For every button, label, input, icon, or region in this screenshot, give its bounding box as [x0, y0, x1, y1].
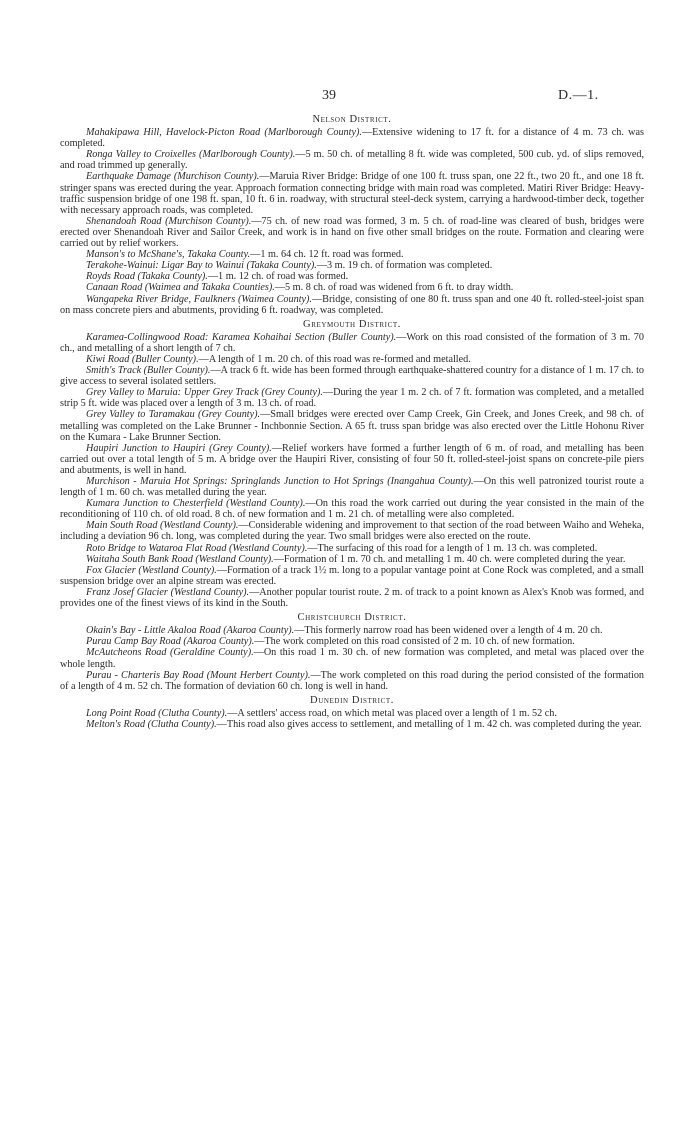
report-paragraph [60, 443, 644, 476]
paragraph-text: —Extensive widening to 17 ft. for a distance of 4 m. 73 ch. was completed. [60, 127, 644, 150]
paragraph-text: —Considerable widening and improvement to that section of the road between Waiho and Weheka, including a deviation 96 ch. long, was completed during the year. Two small bridges were also erected on the route. [60, 520, 644, 543]
report-paragraph [60, 719, 644, 730]
paragraph-text: —Small bridges were erected over Camp Creek, Gin Creek, and Jones Creek, and 98 ch. of metalling was completed on the Lake Brunner - Inchbonnie Section. A 65 ft. truss span bridge was also erected over the Little Hohonu River on the Kumara - Lake Brunner Section. [60, 409, 645, 443]
paragraph-text: —5 m. 50 ch. of metalling 8 ft. wide was completed, 500 cub. yd. of slips removed, and road trimmed up generally. [60, 149, 644, 172]
paragraph-text: —A length of 1 m. 20 ch. of this road was re-formed and metalled. [198, 353, 471, 365]
road-title: Roto Bridge to Wataroa Flat Road (Westland County). [86, 542, 308, 554]
paragraph-text: —The surfacing of this road for a length of 1 m. 13 ch. was completed. [307, 542, 598, 554]
road-title: Purau Camp Bay Road (Akaroa County). [86, 636, 255, 648]
road-title: Grey Valley to Taramakau (Grey County). [86, 409, 261, 421]
road-title: Earthquake Damage (Murchison County). [86, 171, 260, 183]
paragraph-text: —Formation of a track 1½ m. long to a popular vantage point at Cone Rock was completed, and a small suspension bridge over an alpine stream was erected. [60, 564, 644, 587]
paragraph-text: —Relief workers have formed a further length of 6 m. of road, and metalling has been carried out over a total length of 5 m. A bridge over the Haupiri River, consisting of four 50 ft. rolled-steel-joist spans on concrete-pile piers and abutments, is well in hand. [60, 442, 645, 476]
road-title: Grey Valley to Maruia: Upper Grey Track (Grey County). [86, 387, 323, 399]
road-title: Manson's to McShane's, Takaka County. [86, 249, 251, 261]
road-title: Karamea-Collingwood Road: Karamea Kohaihai Section (Buller County). [86, 331, 397, 343]
paragraph-text: —1 m. 12 ch. of road was formed. [207, 271, 349, 283]
road-title: Kumara Junction to Chesterfield (Westland County). [86, 498, 306, 510]
report-paragraph [60, 294, 644, 316]
road-title: Melton's Road (Clutha County). [86, 718, 217, 730]
report-paragraph [60, 625, 644, 636]
road-title: Franz Josef Glacier (Westland County). [86, 586, 250, 598]
paragraph-text: —On this road 1 m. 30 ch. of new formation was completed, and metal was placed over the whole length. [60, 647, 644, 670]
district-heading: Nelson District. [312, 114, 392, 125]
paragraph-text: —Another popular tourist route. 2 m. of track to a point known as Alex's Knob was formed, and provides one of the finest views of its kind in the South. [60, 586, 644, 610]
paragraph-text: —On this road the work carried out during the year consisted in the main of the reconditioning of 110 ch. of old road. 8 ch. of new formation and 1 m. 21 ch. of metalling were also completed. [60, 498, 644, 521]
report-paragraph [60, 271, 644, 282]
paragraph-text: —5 m. 8 ch. of road was widened from 6 ft. to dray width. [274, 282, 514, 294]
report-paragraph [60, 476, 644, 498]
report-paragraph [60, 365, 644, 387]
road-title: Purau - Charteris Bay Road (Mount Herbert County). [86, 669, 311, 681]
paragraph-text: —This road also gives access to settlement, and metalling of 1 m. 42 ch. was completed during the year. [216, 718, 642, 730]
paragraph-text: —Maruia River Bridge: Bridge of one 100 ft. truss span, one 22 ft., two 20 ft., and one 18 ft. stringer spans was erected during the year. Approach formation connecting bridge with main road was completed. Matiri River Bridge: Heavy-traffic suspension bridge of one 198 ft. span, 10 ft. 6 in. roadway, with structural steel-deck system, carrying a hardwood-timber deck, together with necessary approach roads, was completed. [60, 171, 644, 216]
road-title: Mahakipawa Hill, Havelock-Picton Road (Marlborough County). [86, 127, 362, 139]
road-title: Terakohe-Wainui: Ligar Bay to Wainui (Takaka County). [86, 260, 317, 272]
road-title: Haupiri Junction to Haupiri (Grey County). [86, 442, 272, 454]
report-paragraph [60, 409, 644, 442]
report-paragraph [60, 282, 644, 293]
district-heading: Greymouth District. [303, 318, 401, 330]
document-body [60, 111, 644, 730]
paragraph-text: —On this well patronized tourist route a length of 1 m. 60 ch. was metalled during the year. [60, 476, 644, 499]
road-title: Kiwi Road (Buller County). [86, 353, 199, 365]
page-number: 39 [322, 88, 336, 103]
paragraph-text: —Formation of 1 m. 70 ch. and metalling 1 m. 40 ch. were completed during the year. [273, 553, 626, 565]
road-title: Smith's Track (Buller County). [86, 365, 211, 377]
paragraph-text: —Bridge, consisting of one 80 ft. truss span and one 40 ft. rolled-steel-joist span on mass concrete piers and abutments, providing 6 ft. roadway, was completed. [60, 293, 644, 316]
report-paragraph [60, 636, 644, 647]
district-heading: Dunedin District. [310, 694, 394, 706]
road-title: Ronga Valley to Croixelles (Marlborough County). [86, 149, 296, 161]
report-paragraph [60, 565, 644, 587]
road-title: Waitaha South Bank Road (Westland County). [86, 553, 274, 565]
report-paragraph [60, 647, 644, 669]
road-title: Wangapeka River Bridge, Faulkners (Waimea County). [86, 293, 312, 305]
road-title: Long Point Road (Clutha County). [86, 707, 228, 719]
report-paragraph [60, 543, 644, 554]
paragraph-text: —This formerly narrow road has been widened over a length of 4 m. 20 ch. [294, 625, 603, 637]
road-title: Main South Road (Westland County). [86, 520, 239, 532]
paragraph-text: —A settlers' access road, on which metal was placed over a length of 1 m. 52 ch. [227, 707, 557, 719]
report-paragraph [60, 387, 644, 409]
report-paragraph [60, 708, 644, 719]
road-title: Okain's Bay - Little Akaloa Road (Akaroa County). [86, 625, 295, 637]
paragraph-text: —75 ch. of new road was formed, 3 m. 5 ch. of road-line was cleared of bush, bridges were erected over Shenandoah River and Sailor Creek, and work is in hand on five other small bridges on the route. Formation and clearing were carried out by relief workers. [60, 215, 644, 250]
paragraph-text: —Work on this road consisted of the formation of 3 m. 70 ch., and metalling of a short length of 7 ch. [60, 331, 644, 354]
report-paragraph [60, 332, 644, 354]
road-title: Murchison - Maruia Hot Springs: Springlands Junction to Hot Springs (Inangahua County). [86, 476, 474, 487]
paragraph-text: —During the year 1 m. 2 ch. of 7 ft. formation was completed, and a metalled strip 5 ft. wide was placed over a length of 3 m. 13 ch. of road. [60, 387, 644, 410]
paragraph-text: —The work completed on this road during the period consisted of the formation of a length of 4 m. 52 ch. The formation of deviation 60 ch. long is well in hand. [60, 669, 645, 692]
paragraph-text: —The work completed on this road consisted of 2 m. 10 ch. of new formation. [254, 636, 575, 648]
report-paragraph [60, 216, 644, 249]
road-title: Royds Road (Takaka County). [86, 271, 208, 283]
district-heading: Christchurch District. [297, 612, 407, 624]
report-paragraph [60, 554, 644, 565]
paragraph-text: —3 m. 19 ch. of formation was completed. [316, 260, 493, 272]
report-paragraph [60, 520, 644, 542]
document-code: D.—1. [558, 88, 599, 103]
report-paragraph [60, 149, 644, 171]
road-title: Shenandoah Road (Murchison County). [86, 215, 252, 227]
report-paragraph [60, 498, 644, 520]
road-title: Canaan Road (Waimea and Takaka Counties). [86, 282, 275, 294]
report-paragraph [60, 127, 644, 149]
road-title: Fox Glacier (Westland County). [86, 564, 217, 576]
report-paragraph [60, 249, 644, 260]
page-header [0, 88, 700, 108]
road-title: McAutcheons Road (Geraldine County). [86, 647, 254, 659]
report-paragraph [60, 260, 644, 271]
paragraph-text: —A track 6 ft. wide has been formed through earthquake-shattered country for a distance of 1 m. 17 ch. to give access to several isolated settlers. [60, 365, 644, 388]
report-paragraph [60, 171, 644, 215]
paragraph-text: —1 m. 64 ch. 12 ft. road was formed. [250, 249, 404, 261]
report-paragraph [60, 587, 644, 609]
report-paragraph [60, 670, 644, 692]
report-paragraph [60, 354, 644, 365]
